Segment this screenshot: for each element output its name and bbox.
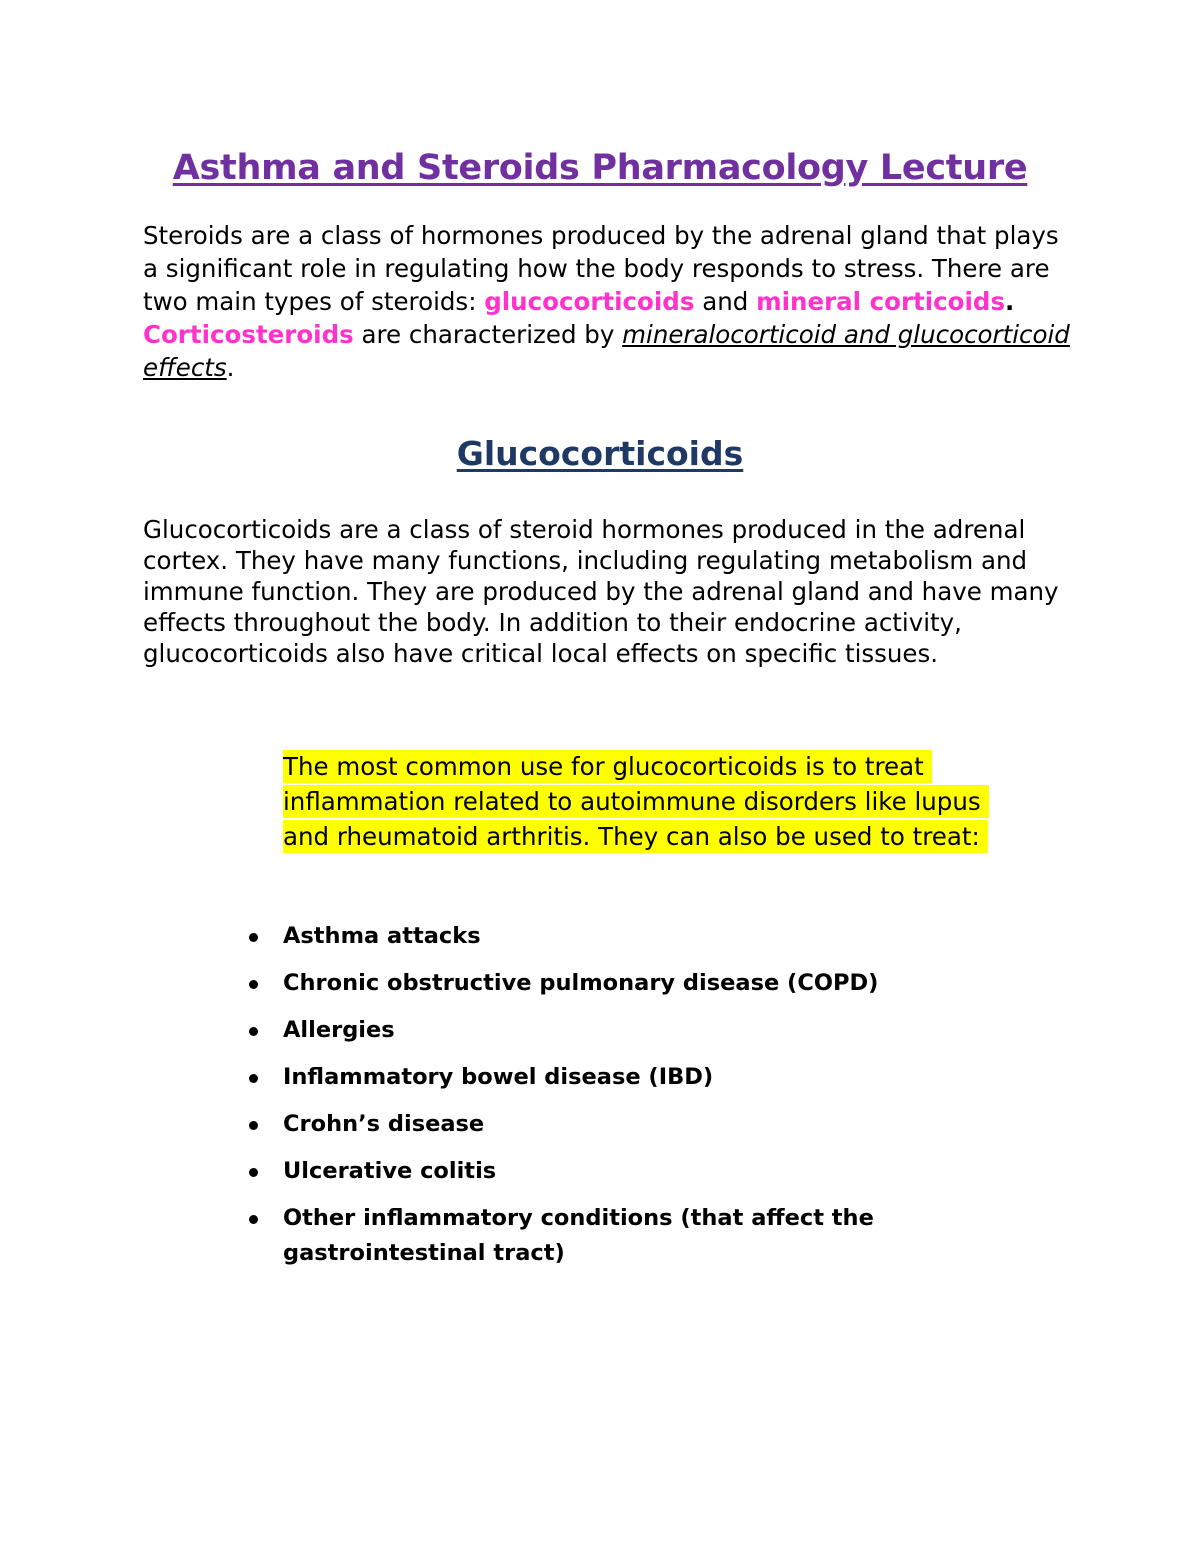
callout-highlight xyxy=(283,749,1023,854)
intro-paragraph xyxy=(143,219,1073,384)
uses-list xyxy=(245,919,965,1283)
list-item-text: Asthma attacks xyxy=(283,923,481,949)
list-item-text: Inflammatory bowel disease (IBD) xyxy=(283,1064,714,1090)
list-item-text: Crohn’s disease xyxy=(283,1111,485,1137)
term-glucocorticoids: glucocorticoids xyxy=(484,287,695,316)
list-item xyxy=(245,1013,965,1048)
bullet-icon xyxy=(249,1121,258,1130)
list-item xyxy=(245,919,965,954)
list-item-text: Chronic obstructive pulmonary disease (COPD) xyxy=(283,970,879,996)
bullet-icon xyxy=(249,1215,258,1224)
list-item-text: Allergies xyxy=(283,1017,395,1043)
list-item-text: Other inflammatory conditions (that affect the gastrointestinal tract) xyxy=(283,1205,874,1266)
bullet-icon xyxy=(249,933,258,942)
callout-text: The most common use for glucocorticoids is to treat inflammation related to autoimmune disorders like lupus and rheumatoid arthritis. They can also be used to treat: xyxy=(283,750,989,853)
term-corticosteroids: Corticosteroids xyxy=(143,320,354,349)
page-title: Asthma and Steroids Pharmacology Lecture xyxy=(172,148,1028,188)
list-item xyxy=(245,1060,965,1095)
bullet-icon xyxy=(249,1074,258,1083)
intro-text-1: Steroids are a class of hormones produced by the adrenal gland that plays a significant role in regulating how the body responds to stress. There are two main types of steroids: xyxy=(143,221,1059,316)
intro-text-2: are characterized by xyxy=(353,320,623,349)
intro-emphasis: mineralocorticoid and glucocorticoid effects xyxy=(143,320,1070,382)
list-item xyxy=(245,966,965,1001)
intro-end: . xyxy=(226,353,235,382)
list-item xyxy=(245,1107,965,1142)
intro-and: and xyxy=(694,287,757,316)
list-item xyxy=(245,1154,965,1189)
intro-period: . xyxy=(1005,287,1015,316)
bullet-icon xyxy=(249,980,258,989)
term-mineral-corticoids: mineral corticoids xyxy=(756,287,1006,316)
section-heading: Glucocorticoids xyxy=(456,434,744,473)
bullet-icon xyxy=(249,1027,258,1036)
section-paragraph: Glucocorticoids are a class of steroid hormones produced in the adrenal cortex. They have many functions, including regulating metabolism and immune function. They are produced by the adrenal gland and have many effects throughout the body. In addition to their endocrine activity, glucocorticoids also have critical local effects on specific tissues. xyxy=(143,515,1059,668)
bullet-icon xyxy=(249,1168,258,1177)
list-item-text: Ulcerative colitis xyxy=(283,1158,497,1184)
list-item xyxy=(245,1201,965,1271)
